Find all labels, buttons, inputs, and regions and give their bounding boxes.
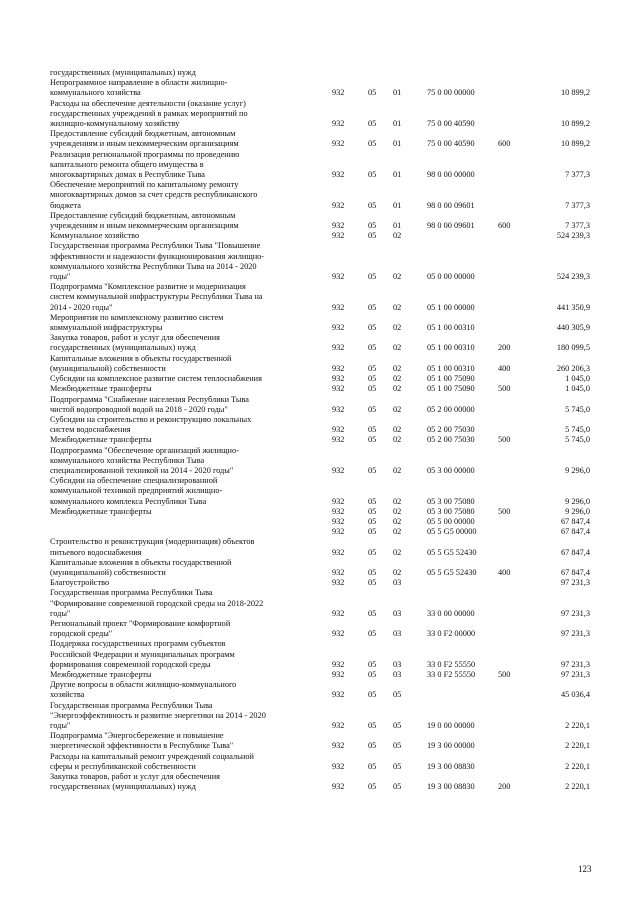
ved-code: 932 (332, 435, 345, 445)
section-code: 05 (368, 435, 377, 445)
row-name: Подпрограмма "Комплексное развитие и модернизация систем коммунальной инфраструктуры Республики Тыва на 2014 - 2020 годы" (50, 282, 263, 312)
ved-code: 932 (332, 221, 345, 231)
subsection-code: 05 (393, 782, 402, 792)
expense-type-code: 400 (498, 567, 511, 577)
row-name: Благоустройство (50, 578, 110, 588)
row-name: Подпрограмма "Энергосбережение и повышение энергетической эффективности в Республике Тыва" (50, 731, 234, 751)
target-article-code: 98 0 00 09601 (427, 221, 475, 231)
subsection-code: 02 (393, 496, 402, 506)
subsection-code: 01 (393, 200, 402, 210)
amount: 2 220,1 (565, 741, 590, 751)
table-row (50, 527, 590, 537)
ved-code: 932 (332, 384, 345, 394)
amount: 97 231,3 (560, 608, 590, 618)
section-code: 05 (368, 465, 377, 475)
section-code: 05 (368, 527, 377, 537)
row-name: Субсидии на обеспечение специализированной коммунальной техникой предприятий жилищно- коммунального комплекса Республики Тыва (50, 476, 223, 506)
target-article-code: 05 0 00 00000 (427, 272, 475, 282)
row-name: Непрограммное направление в области жилищно- коммунального хозяйства (50, 78, 228, 98)
amount: 1 045,0 (565, 374, 590, 384)
row-name: Региональный проект "Формирование комфортной городской среды" (50, 618, 231, 639)
amount: 10 899,2 (560, 139, 590, 149)
amount: 67 847,4 (560, 527, 590, 537)
section-code: 05 (368, 547, 377, 557)
target-article-code: 05 1 00 00000 (427, 302, 475, 312)
ved-code: 932 (332, 608, 345, 618)
expense-type-code: 500 (498, 506, 511, 516)
amount: 97 231,3 (560, 629, 590, 639)
subsection-code: 03 (393, 608, 402, 618)
target-article-code: 05 3 00 75080 (427, 496, 475, 506)
subsection-code: 02 (393, 425, 402, 435)
target-article-code: 33 0 F2 55550 (427, 669, 476, 679)
row-name: Обеспечение мероприятий по капитальному ремонту многоквартирных домов за счет средств республиканского бюджета (50, 180, 258, 210)
ved-code: 932 (332, 567, 345, 577)
table-row (50, 282, 590, 313)
subsection-code: 01 (393, 88, 402, 98)
subsection-code: 02 (393, 272, 402, 282)
row-name: Межбюджетные трансферты (50, 435, 152, 445)
row-name: Поддержка государственных программ субъектов Российской Федерации и муниципальных программ формирования современной городской среды (50, 639, 235, 669)
table-row (50, 395, 590, 415)
target-article-code: 05 2 00 75030 (427, 435, 475, 445)
expense-type-code: 500 (498, 435, 511, 445)
amount: 9 296,0 (565, 496, 590, 506)
row-name (50, 527, 325, 537)
ved-code: 932 (332, 425, 345, 435)
subsection-code: 02 (393, 231, 402, 241)
table-row (50, 772, 590, 792)
ved-code: 932 (332, 527, 345, 537)
section-code: 05 (368, 659, 377, 669)
subsection-code: 02 (393, 506, 402, 516)
table-row (50, 78, 590, 98)
section-code: 05 (368, 221, 377, 231)
subsection-code: 03 (393, 629, 402, 639)
amount: 441 350,9 (556, 302, 590, 312)
row-name: Подпрограмма "Обеспечение организаций жилищно- коммунального хозяйства Республики Тыва специализированной техникой на 2014 - 2020 годы" (50, 445, 239, 475)
table-row (50, 354, 590, 374)
row-name: Коммунальное хозяйство (50, 231, 140, 241)
expense-type-code: 400 (498, 363, 511, 373)
target-article-code: 19 3 00 08830 (427, 761, 475, 771)
section-code: 05 (368, 200, 377, 210)
subsection-code: 05 (393, 761, 402, 771)
target-article-code: 05 1 00 00310 (427, 363, 475, 373)
subsection-code: 02 (393, 567, 402, 577)
target-article-code: 19 0 00 00000 (427, 720, 475, 730)
amount: 2 220,1 (565, 761, 590, 771)
row-name: Расходы на капитальный ремонт учреждений социальной сферы и республиканской собственности (50, 751, 254, 771)
target-article-code: 05 5 G5 52430 (427, 547, 477, 557)
subsection-code: 02 (393, 363, 402, 373)
table-row (50, 507, 590, 517)
section-code: 05 (368, 88, 377, 98)
ved-code: 932 (332, 404, 345, 414)
subsection-code: 05 (393, 720, 402, 730)
target-article-code: 05 1 00 00310 (427, 343, 475, 353)
row-name: Межбюджетные трансферты (50, 506, 152, 516)
ved-code: 932 (332, 669, 345, 679)
amount: 67 847,4 (560, 567, 590, 577)
ved-code: 932 (332, 200, 345, 210)
target-article-code: 98 0 00 00000 (427, 170, 475, 180)
table-row (50, 558, 590, 578)
target-article-code: 19 3 00 00000 (427, 741, 475, 751)
amount: 2 220,1 (565, 782, 590, 792)
row-name: Реализация региональной программы по проведению капитального ремонта общего имущества в многоквартирных домах в Республике Тыва (50, 149, 240, 180)
table-row (50, 701, 590, 732)
target-article-code: 05 3 00 00000 (427, 465, 475, 475)
subsection-code: 01 (393, 221, 402, 231)
table-row (50, 231, 590, 241)
amount: 5 745,0 (565, 404, 590, 414)
subsection-code: 02 (393, 527, 402, 537)
section-code: 05 (368, 516, 377, 526)
section-code: 05 (368, 669, 377, 679)
row-name: Государственная программа Республики Тыва "Энергоэффективность и развитие энергетики на 2014 - 2020 годы" (50, 700, 266, 730)
table-row (50, 476, 590, 507)
ved-code: 932 (332, 741, 345, 751)
target-article-code: 05 1 00 00310 (427, 323, 475, 333)
table-row (50, 578, 590, 588)
section-code: 05 (368, 272, 377, 282)
section-code: 05 (368, 761, 377, 771)
subsection-code: 02 (393, 465, 402, 475)
expense-type-code: 500 (498, 384, 511, 394)
amount: 524 239,3 (556, 231, 590, 241)
ved-code: 932 (332, 374, 345, 384)
target-article-code: 75 0 00 00000 (427, 88, 475, 98)
subsection-code: 02 (393, 374, 402, 384)
row-name: Другие вопросы в области жилищно-коммунального хозяйства (50, 680, 237, 700)
subsection-code: 03 (393, 669, 402, 679)
amount: 9 296,0 (565, 506, 590, 516)
row-name: Государственная программа Республики Тыва "Формирование современной городской среды на 2018-2022 годы" (50, 588, 264, 618)
target-article-code: 05 1 00 75090 (427, 384, 475, 394)
row-name: государственных (муниципальных) нужд (50, 68, 196, 77)
target-article-code: 05 2 00 75030 (427, 425, 475, 435)
row-name: Закупка товаров, работ и услуг для обеспечения государственных (муниципальных) нужд (50, 333, 220, 353)
section-code: 05 (368, 302, 377, 312)
ved-code: 932 (332, 119, 345, 129)
table-row (50, 415, 590, 435)
subsection-code: 05 (393, 741, 402, 751)
row-name: Мероприятия по комплексному развитию систем коммунальной инфраструктуры (50, 312, 224, 333)
ved-code: 932 (332, 547, 345, 557)
subsection-code: 02 (393, 435, 402, 445)
row-name: Субсидии на строительство и реконструкцию локальных систем водоснабжения (50, 414, 252, 435)
subsection-code: 05 (393, 690, 402, 700)
ved-code: 932 (332, 720, 345, 730)
subsection-code: 01 (393, 139, 402, 149)
table-row (50, 639, 590, 670)
target-article-code: 75 0 00 40590 (427, 139, 475, 149)
target-article-code: 05 1 00 75090 (427, 374, 475, 384)
row-name: Предоставление субсидий бюджетным, автономным учреждениям и иным некоммерческим организациям (50, 129, 239, 149)
row-name: Субсидии на комплексное развитие систем теплоснабжения (50, 374, 262, 384)
amount: 5 745,0 (565, 425, 590, 435)
table-row (50, 313, 590, 333)
table-row (50, 374, 590, 384)
subsection-code: 02 (393, 343, 402, 353)
subsection-code: 02 (393, 384, 402, 394)
amount: 45 036,4 (560, 690, 590, 700)
row-name: Государственная программа Республики Тыва "Повышение эффективности и надежности функционирования жилищно- коммунального хозяйства Республики Тыва на 2014 - 2020 годы" (50, 241, 265, 282)
expense-type-code: 600 (498, 139, 511, 149)
table-row (50, 731, 590, 751)
section-code: 05 (368, 578, 377, 588)
ved-code: 932 (332, 363, 345, 373)
section-code: 05 (368, 343, 377, 353)
subsection-code: 03 (393, 659, 402, 669)
row-name: Капитальные вложения в объекты государственной (муниципальной) собственности (50, 557, 232, 577)
section-code: 05 (368, 629, 377, 639)
table-row (50, 517, 590, 527)
amount: 440 305,9 (556, 323, 590, 333)
section-code: 05 (368, 119, 377, 129)
expense-type-code: 200 (498, 782, 511, 792)
expense-type-code: 500 (498, 669, 511, 679)
ved-code: 932 (332, 659, 345, 669)
ved-code: 932 (332, 629, 345, 639)
amount: 97 231,3 (560, 578, 590, 588)
section-code: 05 (368, 170, 377, 180)
row-name: Межбюджетные трансферты (50, 384, 152, 394)
subsection-code: 01 (393, 119, 402, 129)
subsection-code: 02 (393, 323, 402, 333)
target-article-code: 75 0 00 40590 (427, 119, 475, 129)
amount: 2 220,1 (565, 720, 590, 730)
amount: 10 899,2 (560, 88, 590, 98)
table-row (50, 537, 590, 557)
table-row (50, 99, 590, 130)
amount: 7 377,3 (565, 200, 590, 210)
amount: 260 206,3 (556, 363, 590, 373)
amount: 5 745,0 (565, 435, 590, 445)
ved-code: 932 (332, 272, 345, 282)
section-code: 05 (368, 231, 377, 241)
table-row (50, 180, 590, 211)
subsection-code: 02 (393, 516, 402, 526)
table-row (50, 129, 590, 149)
ved-code: 932 (332, 506, 345, 516)
amount: 67 847,4 (560, 547, 590, 557)
ved-code: 932 (332, 343, 345, 353)
table-row (50, 670, 590, 680)
row-name (50, 517, 325, 527)
amount: 7 377,3 (565, 170, 590, 180)
ved-code: 932 (332, 323, 345, 333)
table-row (50, 241, 590, 282)
ved-code: 932 (332, 578, 345, 588)
section-code: 05 (368, 782, 377, 792)
target-article-code: 19 3 00 08830 (427, 782, 475, 792)
row-name: Расходы на обеспечение деятельности (оказание услуг) государственных учреждений в рамках мероприятий по жилищно-коммунальному хозяйству (50, 98, 248, 129)
ved-code: 932 (332, 231, 345, 241)
row-name: Закупка товаров, работ и услуг для обеспечения государственных (муниципальных) нужд (50, 771, 220, 792)
ved-code: 932 (332, 302, 345, 312)
section-code: 05 (368, 384, 377, 394)
row-name: Капитальные вложения в объекты государственной (муниципальной) собственности (50, 353, 232, 373)
table-row (50, 150, 590, 181)
ved-code: 932 (332, 139, 345, 149)
row-name: Предоставление субсидий бюджетным, автономным учреждениям и иным некоммерческим организациям (50, 210, 239, 231)
ved-code: 932 (332, 88, 345, 98)
expense-type-code: 600 (498, 221, 511, 231)
amount: 7 377,3 (565, 221, 590, 231)
target-article-code: 05 5 00 00000 (427, 516, 475, 526)
section-code: 05 (368, 567, 377, 577)
ved-code: 932 (332, 782, 345, 792)
amount: 10 899,2 (560, 119, 590, 129)
table-row (50, 333, 590, 353)
target-article-code: 33 0 F2 00000 (427, 629, 476, 639)
subsection-code: 01 (393, 170, 402, 180)
expense-type-code: 200 (498, 343, 511, 353)
budget-table (50, 68, 590, 792)
ved-code: 932 (332, 761, 345, 771)
section-code: 05 (368, 741, 377, 751)
section-code: 05 (368, 720, 377, 730)
amount: 97 231,3 (560, 659, 590, 669)
table-row (50, 680, 590, 700)
amount: 1 045,0 (565, 384, 590, 394)
target-article-code: 05 5 G5 52430 (427, 567, 477, 577)
subsection-code: 03 (393, 578, 402, 588)
table-row (50, 588, 590, 619)
table-row (50, 435, 590, 445)
section-code: 05 (368, 363, 377, 373)
ved-code: 932 (332, 516, 345, 526)
ved-code: 932 (332, 690, 345, 700)
amount: 97 231,3 (560, 669, 590, 679)
target-article-code: 33 0 00 00000 (427, 608, 475, 618)
table-row (50, 211, 590, 231)
amount: 524 239,3 (556, 272, 590, 282)
section-code: 05 (368, 690, 377, 700)
subsection-code: 02 (393, 302, 402, 312)
table-row (50, 446, 590, 477)
table-row (50, 384, 590, 394)
section-code: 05 (368, 425, 377, 435)
target-article-code: 05 2 00 00000 (427, 404, 475, 414)
amount: 67 847,4 (560, 516, 590, 526)
page-number: 123 (578, 864, 592, 874)
row-name: Межбюджетные трансферты (50, 669, 152, 679)
section-code: 05 (368, 496, 377, 506)
target-article-code: 33 0 F2 55550 (427, 659, 476, 669)
section-code: 05 (368, 608, 377, 618)
subsection-code: 02 (393, 404, 402, 414)
target-article-code: 05 5 G5 00000 (427, 527, 477, 537)
section-code: 05 (368, 404, 377, 414)
section-code: 05 (368, 506, 377, 516)
table-row (50, 619, 590, 639)
amount: 180 099,5 (556, 343, 590, 353)
section-code: 05 (368, 139, 377, 149)
ved-code: 932 (332, 496, 345, 506)
subsection-code: 02 (393, 547, 402, 557)
row-name: Строительство и реконструкция (модернизация) объектов питьевого водоснабжения (50, 537, 255, 557)
section-code: 05 (368, 374, 377, 384)
ved-code: 932 (332, 465, 345, 475)
amount: 9 296,0 (565, 465, 590, 475)
table-row (50, 752, 590, 772)
ved-code: 932 (332, 170, 345, 180)
table-row (50, 68, 590, 78)
row-name: Подпрограмма "Снабжение населения Республики Тыва чистой водопроводной водой на 2018 - 2020 годы" (50, 394, 249, 414)
target-article-code: 05 3 00 75080 (427, 506, 475, 516)
section-code: 05 (368, 323, 377, 333)
target-article-code: 98 0 00 09601 (427, 200, 475, 210)
